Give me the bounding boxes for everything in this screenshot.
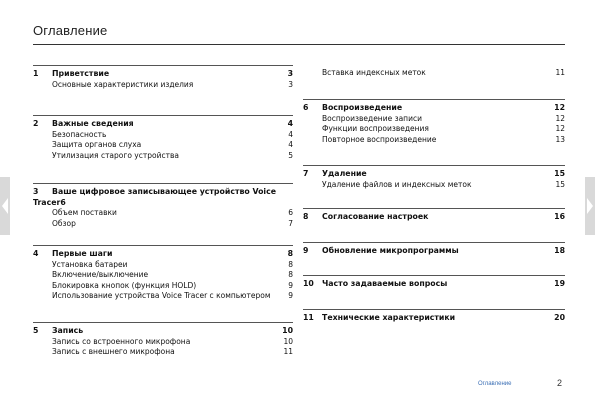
toc-section-heading[interactable]: 8 Согласование настроек 16 [303,212,565,221]
toc-section-2 [33,115,293,183]
toc-left-column [33,65,293,362]
toc-entry[interactable]: Безопасность 4 [52,129,293,139]
toc-entry[interactable]: Установка батареи 8 [52,259,293,269]
chevron-right-icon [586,198,594,214]
toc-section-1 [33,65,293,115]
toc-entry[interactable]: Повторное воспроизведение 13 [322,134,565,144]
toc-section-heading[interactable]: 5 Запись 10 [33,326,293,335]
toc-entry[interactable]: Запись с внешнего микрофона 11 [52,347,293,357]
toc-section-heading[interactable]: 6 Воспроизведение 12 [303,103,565,112]
page-title: Оглавление [33,23,108,38]
toc-section-9 [303,242,565,275]
toc-section-heading-continued: Tracer6 [33,197,66,207]
toc-entry[interactable]: Обзор 7 [52,218,293,228]
toc-section-11 [303,309,565,339]
toc-section-3 [33,183,293,245]
toc-entry[interactable]: Вставка индексных меток 11 [322,68,565,77]
footer-page-number: 2 [557,378,563,388]
toc-section-4 [33,245,293,322]
chevron-left-icon [1,198,9,214]
toc-entry[interactable]: Удаление файлов и индексных меток 15 [322,179,565,189]
toc-section-10 [303,275,565,309]
toc-entry[interactable]: Воспроизведение записи 12 [322,113,565,123]
toc-entry[interactable]: Блокировка кнопок (функция HOLD) 9 [52,280,293,290]
toc-entry[interactable]: Функции воспроизведения 12 [322,124,565,134]
toc-section-8 [303,208,565,242]
toc-section-6 [303,99,565,165]
toc-section-heading[interactable]: 11 Технические характеристики 20 [303,313,565,322]
toc-entry[interactable]: Защита органов слуха 4 [52,140,293,150]
toc-section-heading[interactable]: 9 Обновление микропрограммы 18 [303,246,565,255]
toc-right-column [303,65,565,339]
footer-section-label: Оглавление [478,381,512,387]
toc-entry[interactable]: Запись со встроенного микрофона 10 [52,336,293,346]
toc-entry[interactable]: Включение/выключение 8 [52,270,293,280]
prev-page-tab[interactable] [0,177,10,235]
toc-section-heading[interactable]: 7 Удаление 15 [303,169,565,178]
toc-entry[interactable]: Основные характеристики изделия 3 [52,79,293,89]
toc-section-heading[interactable]: 3 Ваше цифровое записывающее устройство Voice [33,187,277,196]
toc-section-heading[interactable]: 1 Приветствие 3 [33,69,293,78]
next-page-tab[interactable] [585,177,595,235]
toc-section-heading[interactable]: 10 Часто задаваемые вопросы 19 [303,279,565,288]
toc-entry[interactable]: Утилизация старого устройства 5 [52,150,293,160]
toc-section-5 [33,322,293,362]
toc-section-7 [303,165,565,208]
toc-section-heading[interactable]: 2 Важные сведения 4 [33,119,293,128]
toc-section-heading[interactable]: 4 Первые шаги 8 [33,249,293,258]
toc-continued-block [303,65,565,99]
title-divider [33,44,565,45]
toc-entry[interactable]: Объем поставки 6 [52,208,293,218]
toc-entry[interactable]: Использование устройства Voice Tracer с компьютером 9 [52,291,293,301]
